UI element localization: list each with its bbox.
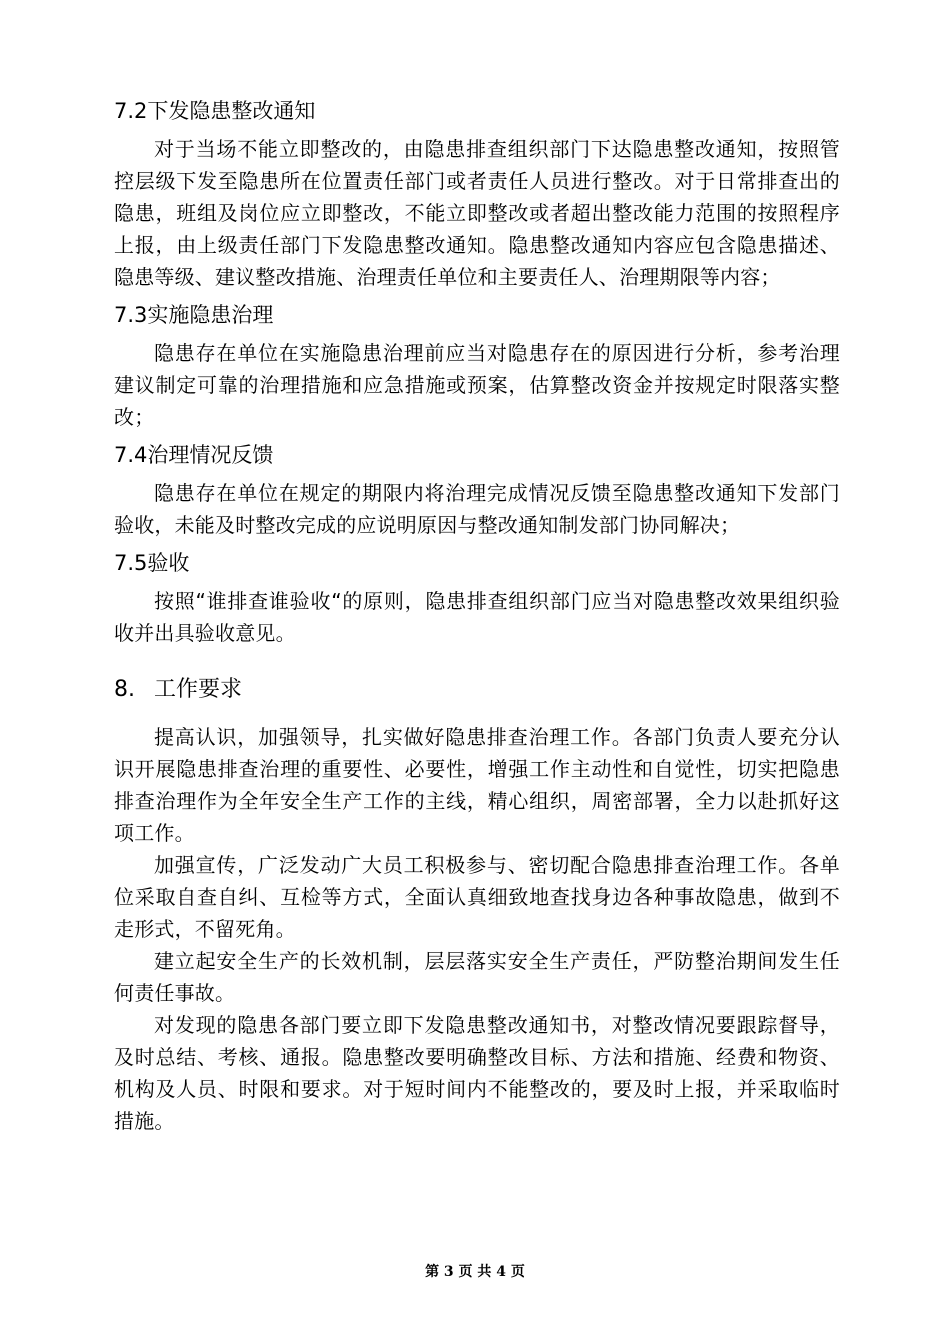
- section-heading: 7.2下发隐患整改通知: [114, 99, 316, 123]
- section-paragraph: 建立起安全生产的长效机制，层层落实安全生产责任，严防整治期间发生任何责任事故。: [114, 949, 840, 1005]
- section-paragraph: 提高认识，加强领导，扎实做好隐患排查治理工作。各部门负责人要充分认识开展隐患排查治理的重要性、必要性，增强工作主动性和自觉性，切实把隐患排查治理作为全年安全生产工作的主线，精心组织，周密部署，全力以赴抓好这项工作。: [114, 725, 840, 845]
- main-section-heading: 8. 工作要求: [114, 677, 243, 702]
- section-paragraph: 隐患存在单位在实施隐患治理前应当对隐患存在的原因进行分析，参考治理建议制定可靠的治理措施和应急措施或预案，估算整改资金并按规定时限落实整改；: [114, 341, 840, 429]
- section-paragraph: 按照“谁排查谁验收“的原则，隐患排查组织部门应当对隐患整改效果组织验收并出具验收意见。: [114, 589, 840, 645]
- section-8: [114, 675, 840, 1137]
- section-paragraph: 隐患存在单位在规定的期限内将治理完成情况反馈至隐患整改通知下发部门验收，未能及时整改完成的应说明原因与整改通知制发部门协同解决；: [114, 481, 840, 537]
- section-heading: 7.5验收: [114, 551, 190, 575]
- section-7-4: [114, 440, 840, 541]
- section-heading: 7.4治理情况反馈: [114, 443, 274, 467]
- section-7-3: [114, 300, 840, 433]
- section-paragraph: 对发现的隐患各部门要立即下发隐患整改通知书，对整改情况要跟踪督导，及时总结、考核、通报。隐患整改要明确整改目标、方法和措施、经费和物资、机构及人员、时限和要求。对于短时间内不能整改的，要及时上报，并采取临时措施。: [114, 1013, 840, 1133]
- section-paragraph: 加强宣传，广泛发动广大员工积极参与、密切配合隐患排查治理工作。各单位采取自查自纠、互检等方式，全面认真细致地查找身边各种事故隐患，做到不走形式，不留死角。: [114, 853, 840, 941]
- section-heading: 7.3实施隐患治理: [114, 303, 274, 327]
- section-7-2: [114, 96, 840, 293]
- page-number-footer: 第 3 页 共 4 页: [425, 1264, 525, 1280]
- document-body: [114, 96, 840, 1137]
- section-7-5: [114, 548, 840, 649]
- section-paragraph: 对于当场不能立即整改的，由隐患排查组织部门下达隐患整改通知，按照管控层级下发至隐患所在位置责任部门或者责任人员进行整改。对于日常排查出的隐患，班组及岗位应立即整改，不能立即整改或者超出整改能力范围的按照程序上报，由上级责任部门下发隐患整改通知。隐患整改通知内容应包含隐患描述、隐患等级、建议整改措施、治理责任单位和主要责任人、治理期限等内容；: [114, 137, 840, 289]
